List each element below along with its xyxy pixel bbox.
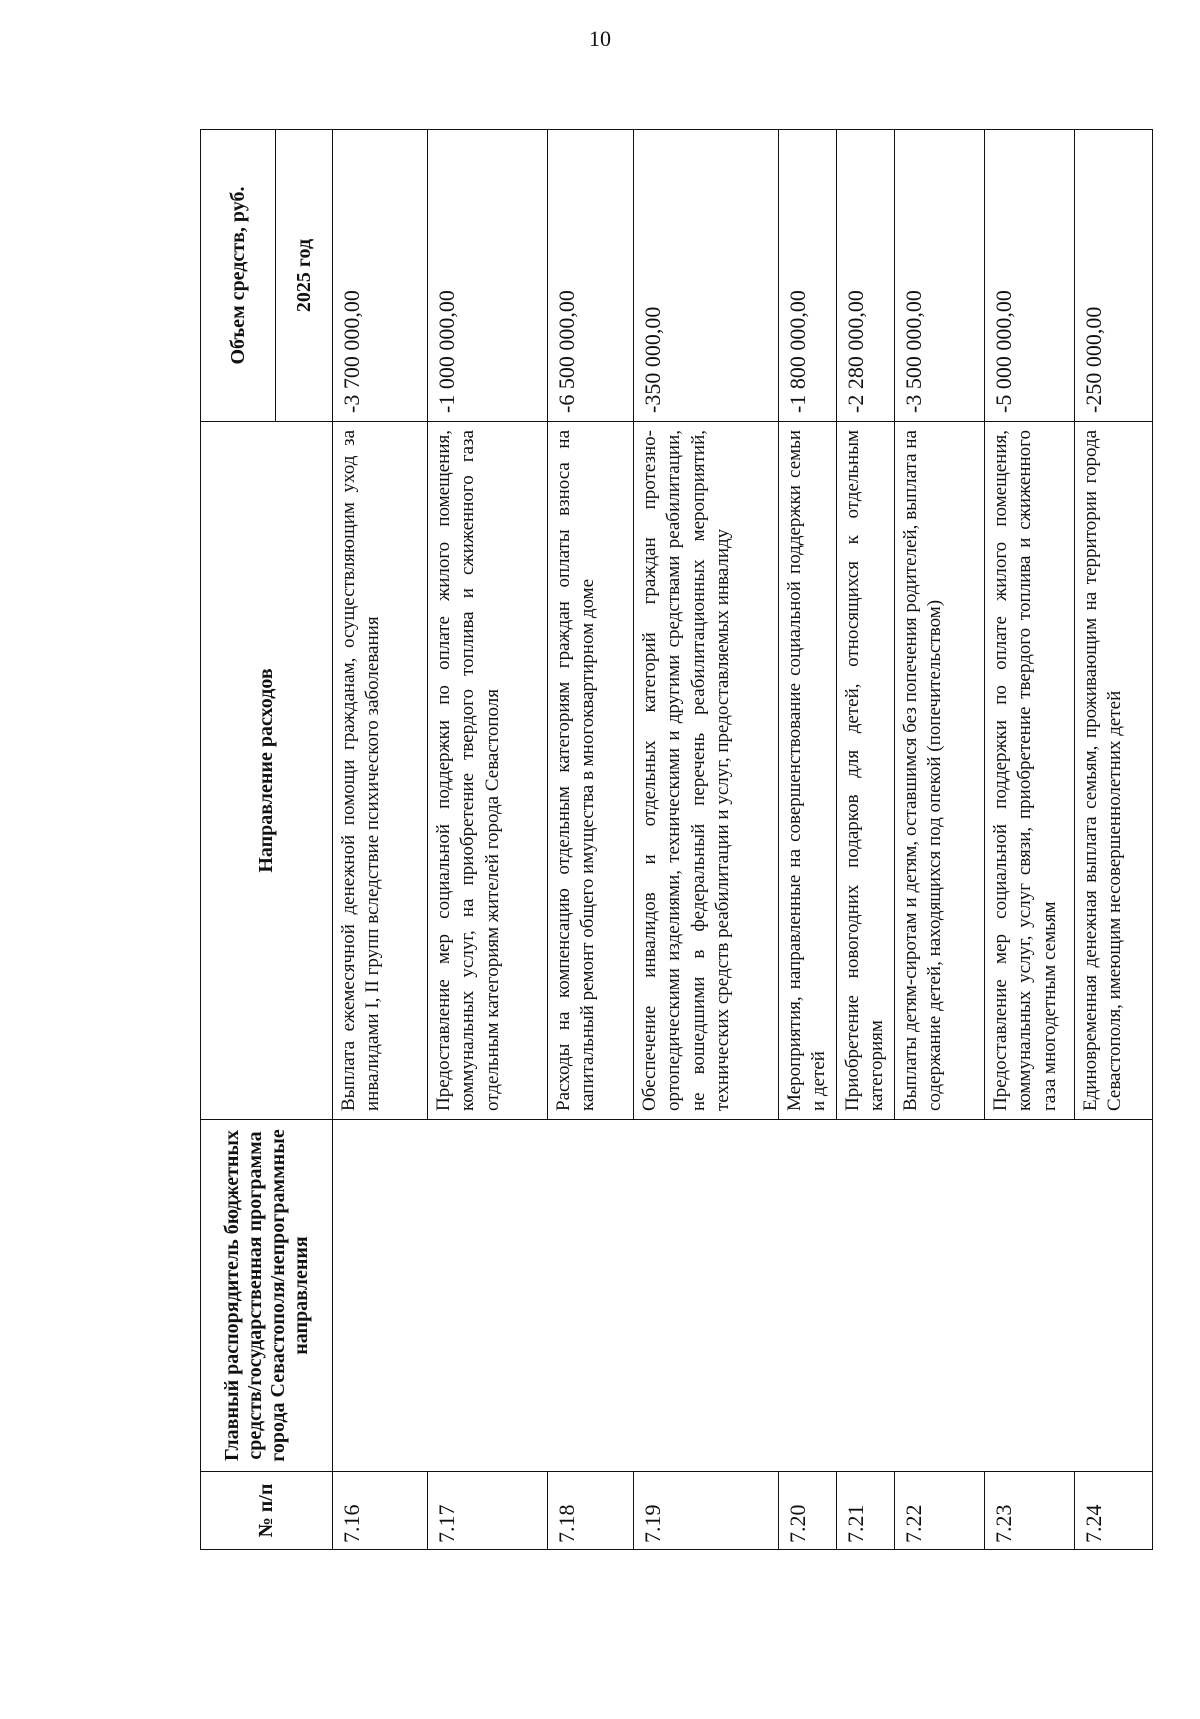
row-number: 7.23 <box>985 1472 1075 1550</box>
row-number: 7.20 <box>779 1472 837 1550</box>
row-amount: -1 800 000,00 <box>779 130 837 422</box>
row-direction: Обеспечение инвалидов и отдельных категорий граждан протезно-ортопедическими изделиями, техническими и другими средствами реабилитации, не вошедшими в федеральный перечень реабилитационных мероприятий, технических средств реабилитации и услуг, предоставляемых инвалиду <box>634 422 779 1120</box>
expenses-table <box>200 129 1153 1550</box>
row-number: 7.16 <box>333 1472 428 1550</box>
header-num: № п/п <box>201 1472 333 1550</box>
row-amount: -250 000,00 <box>1075 130 1153 422</box>
row-amount: -3 500 000,00 <box>895 130 985 422</box>
row-direction: Предоставление мер социальной поддержки по оплате жилого помещения, коммунальных услуг, услуг связи, приобретение твердого топлива и сжиженного газа многодетным семьям <box>985 422 1075 1120</box>
row-amount: -350 000,00 <box>634 130 779 422</box>
row-direction: Приобретение новогодних подарков для детей, относящихся к отдельным категориям <box>837 422 895 1120</box>
row-direction: Мероприятия, направленные на совершенствование социальной поддержки семьи и детей <box>779 422 837 1120</box>
header-org: Главный распорядитель бюджетных средств/государственная программа города Севастополя/непрограммные направления <box>201 1120 333 1472</box>
header-direction: Направление расходов <box>201 422 333 1120</box>
row-direction: Выплаты детям-сиротам и детям, оставшимся без попечения родителей, выплата на содержание детей, находящихся под опекой (попечительством) <box>895 422 985 1120</box>
row-number: 7.22 <box>895 1472 985 1550</box>
row-number: 7.24 <box>1075 1472 1153 1550</box>
table-row <box>333 130 428 1550</box>
row-amount: -1 000 000,00 <box>428 130 548 422</box>
row-amount: -2 280 000,00 <box>837 130 895 422</box>
row-amount: -3 700 000,00 <box>333 130 428 422</box>
row-number: 7.18 <box>548 1472 634 1550</box>
row-direction: Расходы на компенсацию отдельным категориям граждан оплаты взноса на капитальный ремонт общего имущества в многоквартирном доме <box>548 422 634 1120</box>
page-number: 10 <box>589 26 611 51</box>
header-amount: Объем средств, руб. <box>201 130 276 422</box>
row-org <box>333 1120 1153 1472</box>
row-number: 7.19 <box>634 1472 779 1550</box>
header-year: 2025 год <box>276 130 333 422</box>
row-number: 7.17 <box>428 1472 548 1550</box>
row-direction: Предоставление мер социальной поддержки по оплате жилого помещения, коммунальных услуг, на приобретение твердого топлива и сжиженного газа отдельным категориям жителей города Севастополя <box>428 422 548 1120</box>
row-amount: -6 500 000,00 <box>548 130 634 422</box>
row-amount: -5 000 000,00 <box>985 130 1075 422</box>
rotated-table-container <box>200 130 1126 1550</box>
row-number: 7.21 <box>837 1472 895 1550</box>
row-direction: Единовременная денежная выплата семьям, проживающим на территории города Севастополя, имеющим несовершеннолетних детей <box>1075 422 1153 1120</box>
row-direction: Выплата ежемесячной денежной помощи гражданам, осуществляющим уход за инвалидами I, II групп вследствие психического заболевания <box>333 422 428 1120</box>
